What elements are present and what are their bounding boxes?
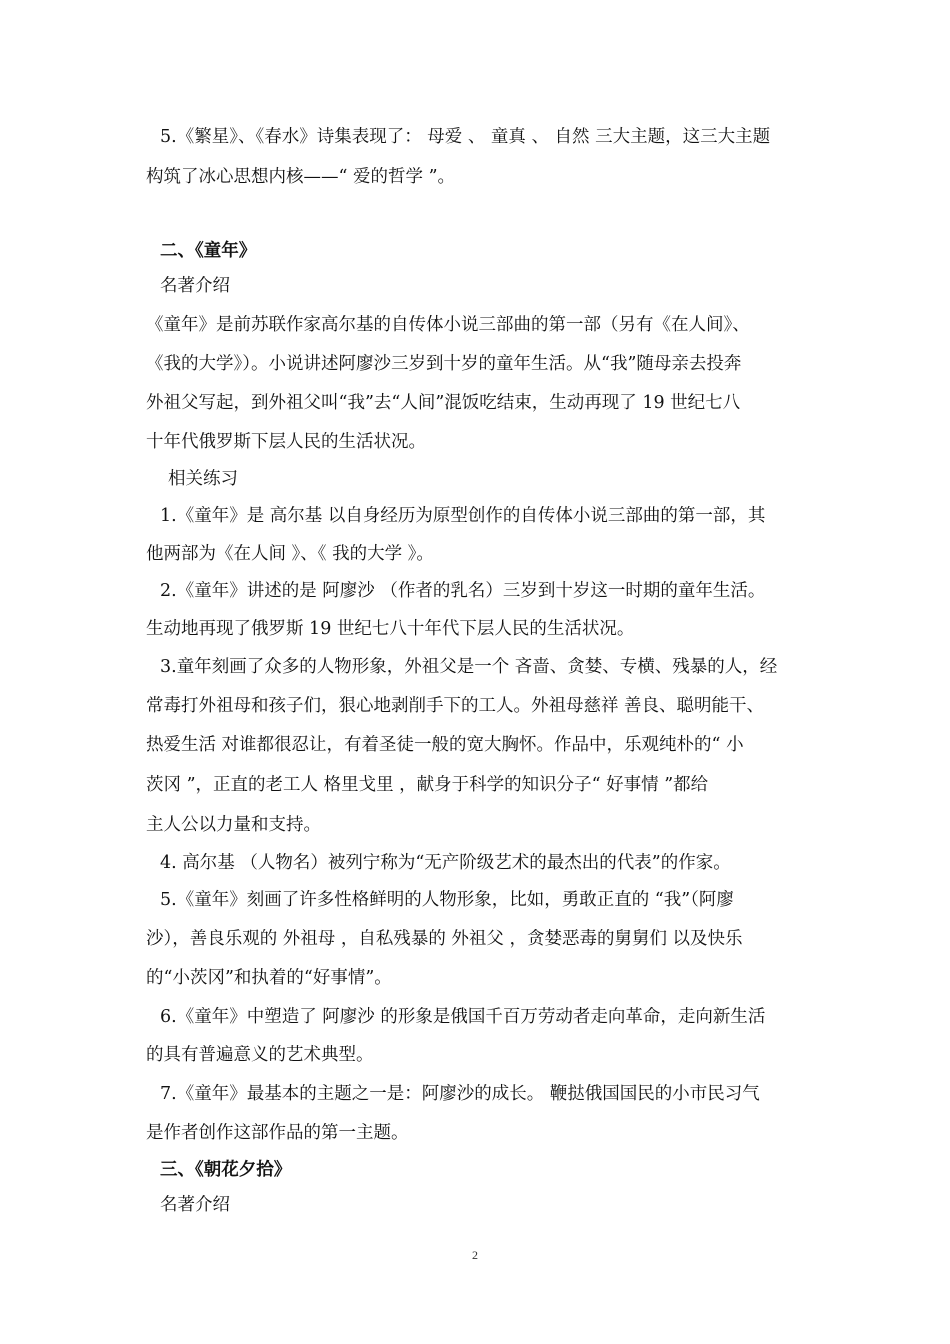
text-line: 常毒打外祖母和孩子们，狠心地剥削手下的工人。外祖母慈祥 善良、聪明能干、 xyxy=(146,696,765,716)
text-line: 的“小茨冈”和执着的“好事情”。 xyxy=(146,968,392,988)
text-line: 是作者创作这部作品的第一主题。 xyxy=(146,1123,409,1143)
text-line: 构筑了冰心思想内核——“ 爱的哲学 ”。 xyxy=(146,167,456,187)
text-line: 5.《繁星》、《春水》诗集表现了： 母爱 、 童真 、 自然 三大主题，这三大主题 xyxy=(160,127,771,147)
text-line: 热爱生活 对谁都很忍让，有着圣徒一般的宽大胸怀。作品中，乐观纯朴的“ 小 xyxy=(146,735,744,755)
subheading: 名著介绍 xyxy=(160,1195,230,1215)
text-line: 7.《童年》最基本的主题之一是：阿廖沙的成长。 鞭挞俄国国民的小市民习气 xyxy=(160,1084,760,1104)
text-line: 2.《童年》讲述的是 阿廖沙 （作者的乳名）三岁到十岁这一时期的童年生活。 xyxy=(160,581,766,601)
text-line: 的具有普遍意义的艺术典型。 xyxy=(146,1045,374,1065)
text-line: 生动地再现了俄罗斯 19 世纪七八十年代下层人民的生活状况。 xyxy=(146,619,635,639)
text-line: 1.《童年》是 高尔基 以自身经历为原型创作的自传体小说三部曲的第一部，其 xyxy=(160,506,766,526)
section-heading: 三、《朝花夕拾》 xyxy=(160,1160,292,1180)
text-line: 茨冈 ”，正直的老工人 格里戈里 ，献身于科学的知识分子“ 好事情 ”都给 xyxy=(146,775,709,795)
section-heading: 二、《童年》 xyxy=(160,241,257,261)
subheading: 相关练习 xyxy=(168,469,238,489)
text-line: 外祖父写起，到外祖父叫“我”去“人间”混饭吃结束，生动再现了 19 世纪七八 xyxy=(146,393,741,413)
text-line: 3.童年刻画了众多的人物形象，外祖父是一个 吝啬、贪婪、专横、残暴的人，经 xyxy=(160,657,778,677)
text-line: 6.《童年》中塑造了 阿廖沙 的形象是俄国千百万劳动者走向革命，走向新生活 xyxy=(160,1007,766,1027)
subheading: 名著介绍 xyxy=(160,276,230,296)
text-line: 《童年》是前苏联作家高尔基的自传体小说三部曲的第一部（另有《在人间》、 xyxy=(146,315,750,335)
text-line: 他两部为《在人间 》、《 我的大学 》。 xyxy=(146,544,434,564)
text-line: 主人公以力量和支持。 xyxy=(146,815,321,835)
text-line: 沙），善良乐观的 外祖母 ，自私残暴的 外祖父 ，贪婪恶毒的舅舅们 以及快乐 xyxy=(146,929,743,949)
page-number: 2 xyxy=(472,1248,478,1262)
text-line: 5.《童年》刻画了许多性格鲜明的人物形象，比如，勇敢正直的 “我”（阿廖 xyxy=(160,890,734,910)
text-line: 十年代俄罗斯下层人民的生活状况。 xyxy=(146,432,426,452)
text-line: 《我的大学》）。小说讲述阿廖沙三岁到十岁的童年生活。从“我”随母亲去投奔 xyxy=(146,354,742,374)
text-line: 4. 高尔基 （人物名）被列宁称为“无产阶级艺术的最杰出的代表”的作家。 xyxy=(160,853,731,873)
